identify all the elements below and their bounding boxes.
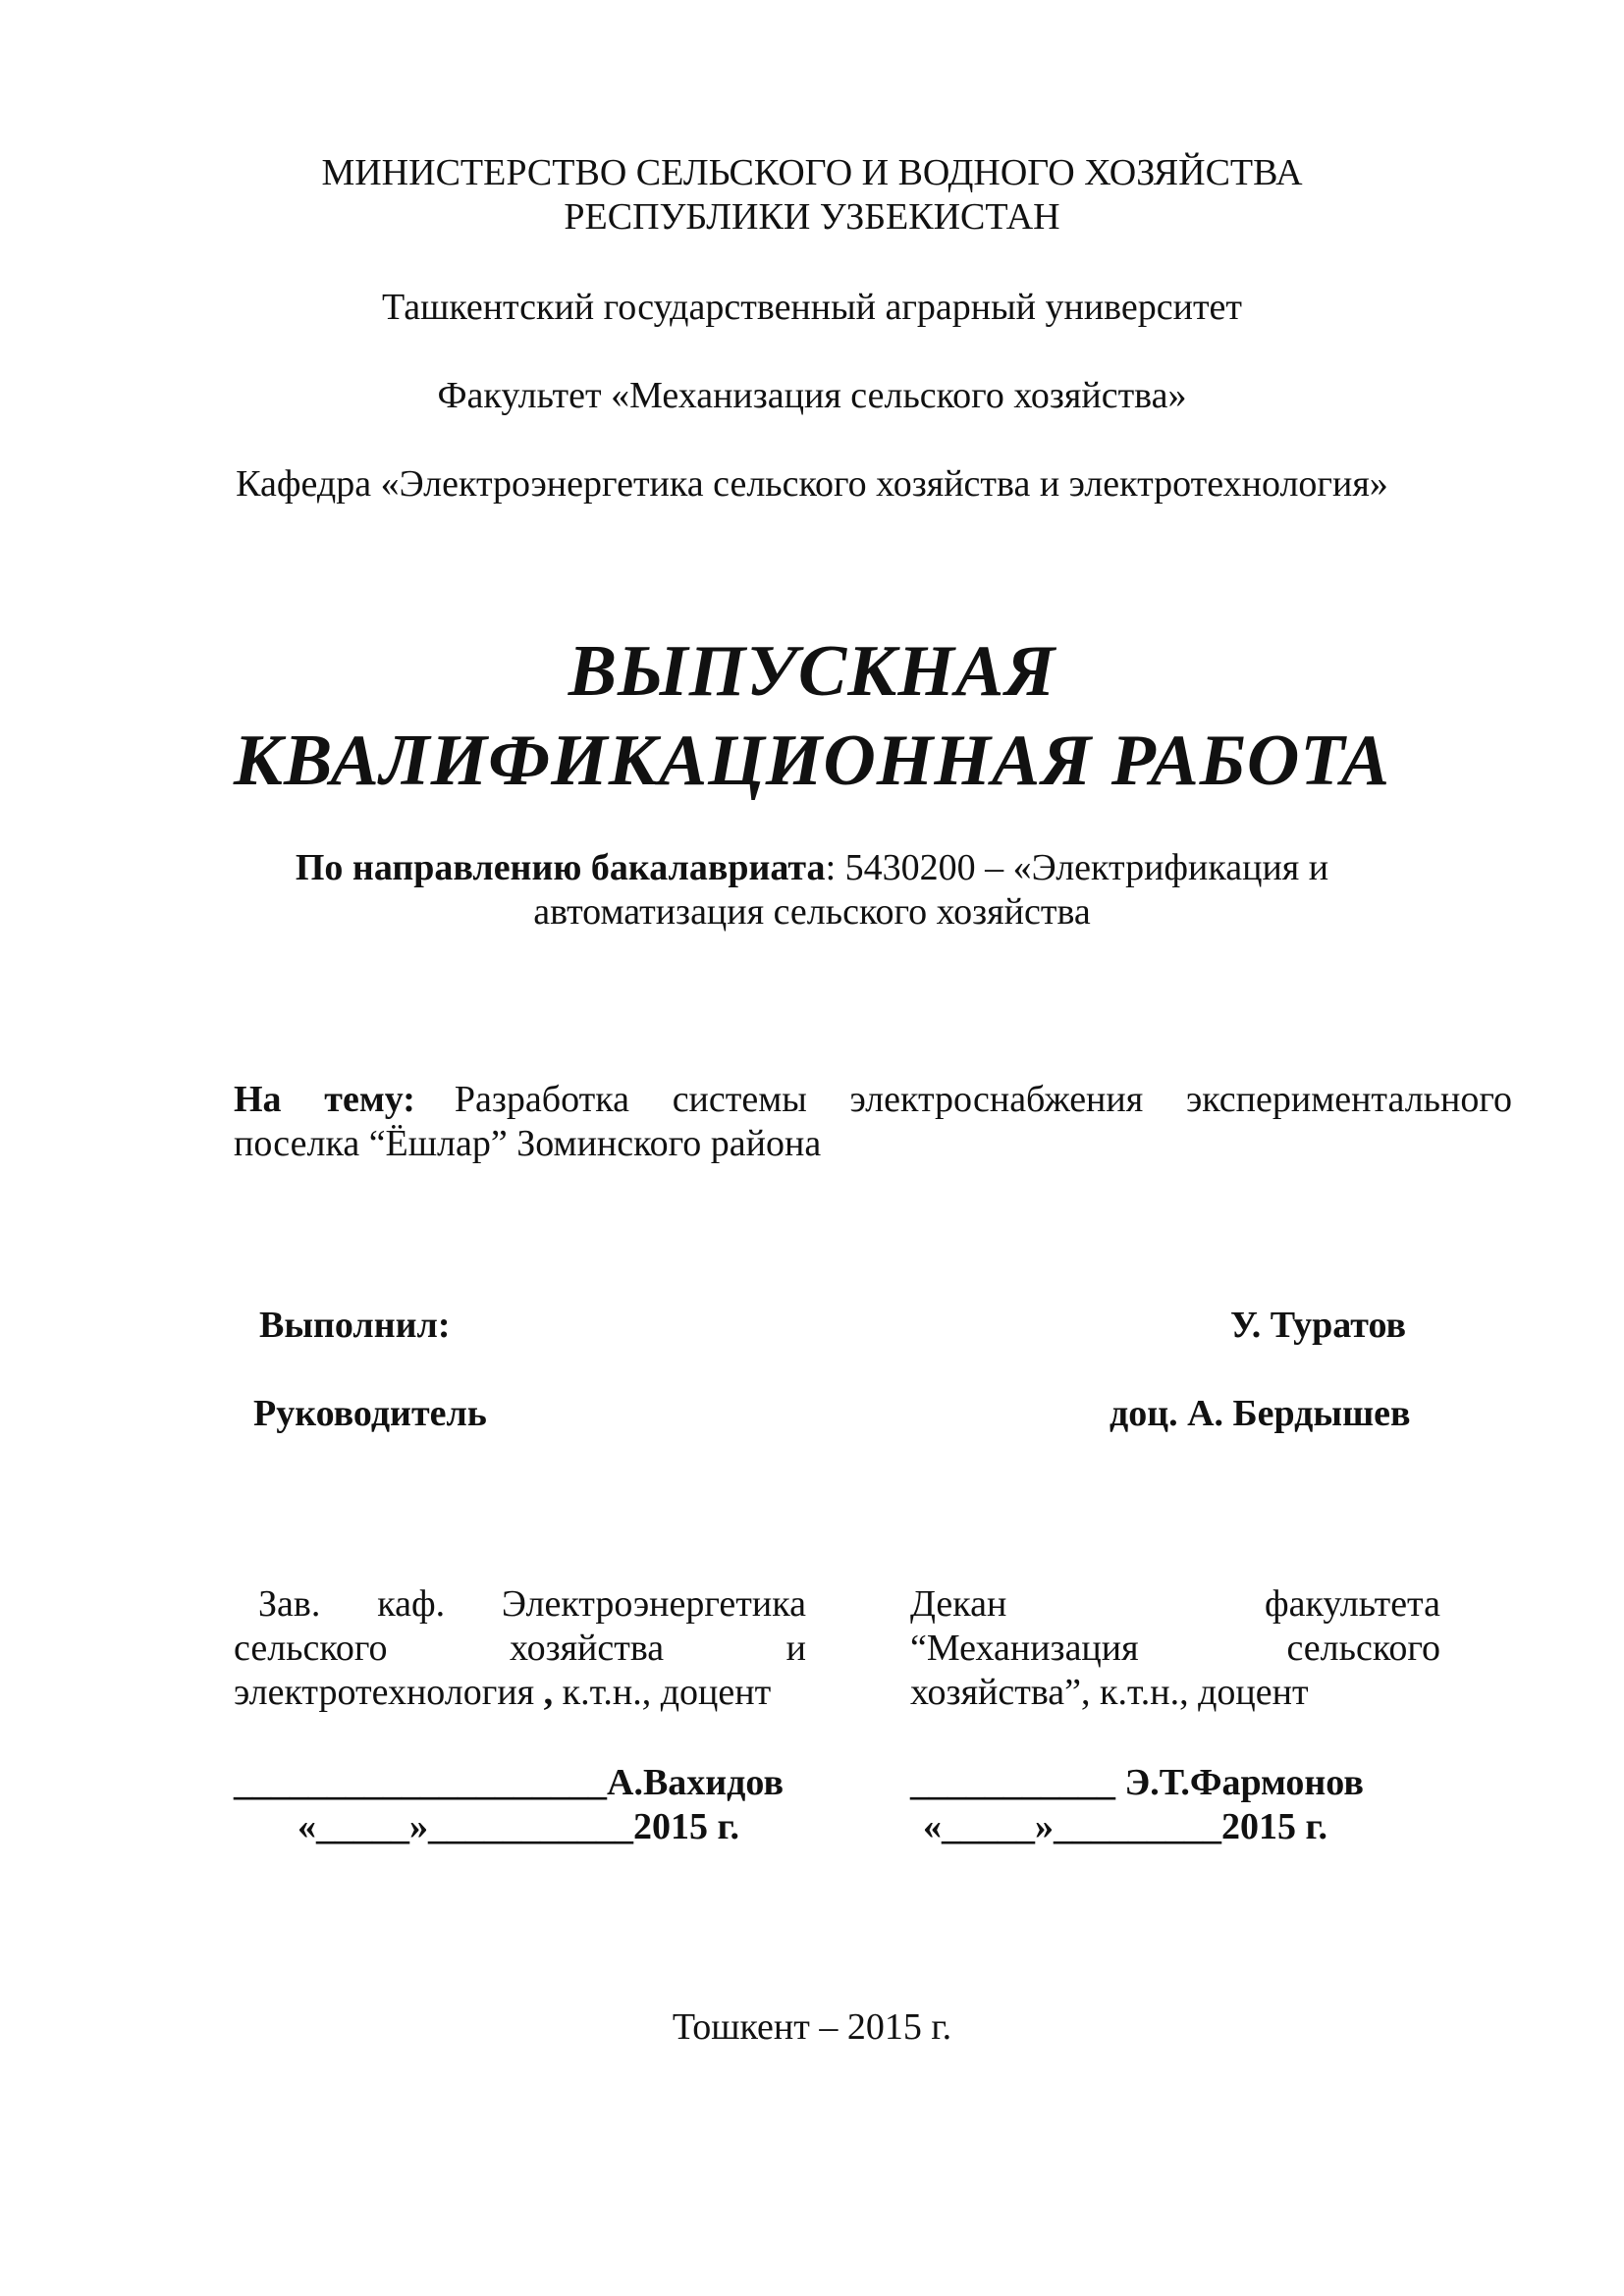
ministry-line-2: РЕСПУБЛИКИ УЗБЕКИСТАН [564,196,1060,238]
topic-label: На тему: [234,1079,415,1120]
performer-name: У. Туратов [1230,1305,1407,1346]
approval-right-line-1: Декан факультета [910,1583,1440,1625]
topic-line-1 [234,1078,1512,1122]
supervisor-name: доц. А. Бердышев [1110,1393,1411,1434]
approval-left-line-3 [234,1671,806,1715]
date-left-close-quote: » [409,1806,428,1847]
signature-right [910,1761,1364,1804]
date-left [298,1805,739,1848]
date-left-year: 2015 г. [633,1806,739,1847]
date-left-month-blank: ___________ [428,1806,633,1847]
approval-head-of-department [234,1582,806,1715]
date-left-day-blank: _____ [316,1806,409,1847]
date-right-day-blank: _____ [942,1806,1035,1847]
date-left-open-quote: « [298,1806,316,1847]
approval-left-line-2: сельского хозяйства и [234,1628,806,1669]
department-name: Кафедра «Электроэнергетика сельского хозяйства и электротехнология» [236,463,1388,505]
signature-left-name: А.Вахидов [607,1762,784,1803]
supervisor-label: Руководитель [253,1393,487,1434]
document-title-line-1: ВЫПУСКНАЯ [568,631,1056,712]
direction-line-2: автоматизация сельского хозяйства [533,891,1091,933]
signature-right-name: Э.Т.Фармонов [1115,1762,1364,1803]
place-and-year: Тошкент – 2015 г. [672,2006,952,2048]
topic-text-1: Разработка системы электроснабжения экспериментального [454,1079,1512,1120]
approval-left-line-3-comma: , [543,1672,554,1713]
approval-left-line-1: Зав. каф. Электроэнергетика [258,1583,806,1625]
signature-right-blank: ___________ [910,1762,1115,1803]
date-right-open-quote: « [923,1806,942,1847]
date-right [923,1805,1327,1848]
topic-block [234,1078,1512,1166]
date-right-close-quote: » [1035,1806,1054,1847]
approval-left-line-3-rest: к.т.н., доцент [553,1672,772,1713]
approval-right-line-2: “Механизация сельского [910,1628,1440,1669]
faculty-name: Факультет «Механизация сельского хозяйства» [437,375,1187,416]
signature-left [234,1761,784,1804]
date-right-month-blank: _________ [1054,1806,1221,1847]
topic-text-2: поселка “Ёшлар” Зоминского района [234,1123,822,1164]
document-title-line-2: КВАЛИФИКАЦИОННАЯ РАБОТА [233,721,1391,801]
approval-right-line-3: хозяйства”, к.т.н., доцент [910,1672,1309,1713]
performer-label: Выполнил: [259,1305,451,1346]
approval-left-line-3-text: электротехнология [234,1672,544,1713]
direction-label: По направлению бакалавриата [295,847,826,888]
university-name: Ташкентский государственный аграрный университет [381,287,1243,328]
ministry-line-1: МИНИСТЕРСТВО СЕЛЬСКОГО И ВОДНОГО ХОЗЯЙСТВА [321,152,1303,193]
direction-line-1 [0,846,1624,889]
signature-left-blank: ____________________ [234,1762,607,1803]
date-right-year: 2015 г. [1221,1806,1327,1847]
approval-dean [910,1582,1440,1715]
direction-value-1: : 5430200 – «Электрификация и [825,847,1329,888]
